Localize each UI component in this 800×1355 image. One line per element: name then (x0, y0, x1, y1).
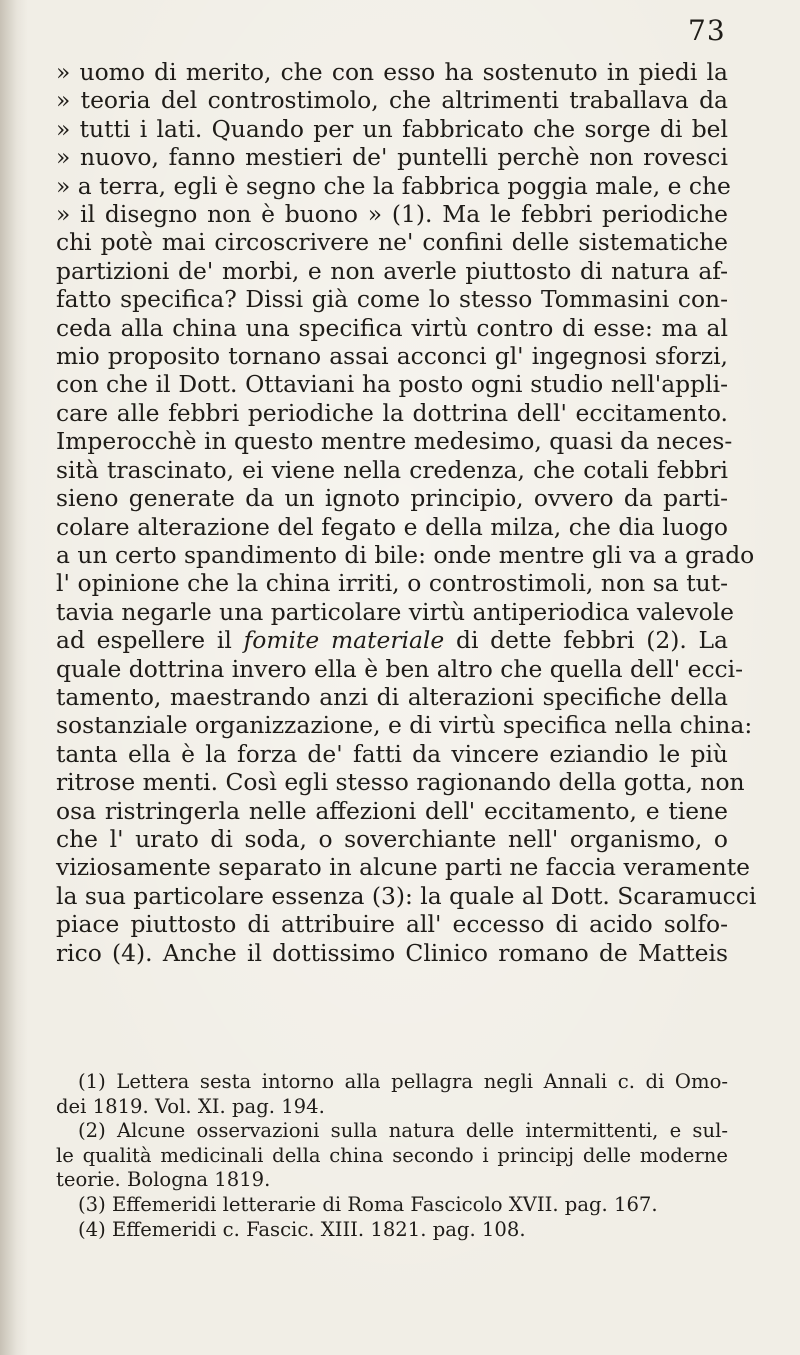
footnote-1: (1) Lettera sesta intorno alla pellagra negli Annali c. di Omo- (78, 1070, 728, 1093)
italic-phrase: fomite materiale (243, 626, 445, 655)
text-line: » a terra, egli è segno che la fabbrica poggia male, e che (56, 171, 731, 200)
page-number: 73 (688, 14, 726, 47)
text-line: la sua particolare essenza (3): la quale al Dott. Scaramucci (56, 881, 757, 910)
text-fragment: di dette febbri (2). La (456, 626, 728, 655)
text-fragment: ad espellere il (56, 626, 232, 655)
text-line: ritrose menti. Così egli stesso ragionando della gotta, non (56, 768, 745, 797)
text-line: con che il Dott. Ottaviani ha posto ogni studio nell'appli- (56, 370, 728, 399)
text-line: care alle febbri periodiche la dottrina dell' eccitamento. (56, 398, 728, 427)
text-line: viziosamente separato in alcune parti ne faccia veramente (56, 853, 750, 882)
text-line: quale dottrina invero ella è ben altro che quella dell' ecci- (56, 654, 744, 683)
text-line: che l' urato di soda, o soverchiante nell' organismo, o (56, 824, 728, 853)
text-line: Imperocchè in questo mentre medesimo, quasi da neces- (56, 427, 733, 456)
text-line: sostanziale organizzazione, e di virtù specifica nella china: (56, 711, 753, 740)
footnotes (56, 1070, 728, 1242)
text-line: sieno generate da un ignoto principio, ovvero da parti- (56, 484, 728, 513)
text-line: tanta ella è la forza de' fatti da vincere eziandio le più (56, 739, 728, 768)
text-line: sità trascinato, ei viene nella credenza, che cotali febbri (56, 455, 728, 484)
text-line: colare alterazione del fegato e della milza, che dia luogo (56, 512, 728, 541)
footnote-2-cont: le qualità medicinali della china secondo i principj delle moderne (56, 1143, 728, 1167)
binding-shadow (0, 0, 28, 1355)
text-line: l' opinione che la china irriti, o controstimoli, non sa tut- (56, 569, 728, 598)
text-line: osa ristringerla nelle affezioni dell' eccitamento, e tiene (56, 796, 728, 825)
text-line: tamento, maestrando anzi di alterazioni specifiche della (56, 682, 728, 711)
text-line: piace piuttosto di attribuire all' eccesso di acido solfo- (56, 910, 728, 939)
text-line: chi potè mai circoscrivere ne' confini delle sistematiche (56, 228, 728, 257)
text-line: » tutti i lati. Quando per un fabbricato che sorge di bel (56, 114, 728, 143)
text-line: » uomo di merito, che con esso ha sostenuto in piedi la (56, 58, 728, 86)
footnote-4: (4) Effemeridi c. Fascic. XIII. 1821. pag. 108. (78, 1217, 526, 1241)
text-line-with-italic (56, 626, 728, 654)
text-line: ceda alla china una specifica virtù contro di esse: ma al (56, 313, 728, 342)
text-line: mio proposito tornano assai acconci gl' ingegnosi sforzi, (56, 342, 728, 371)
text-line: » nuovo, fanno mestieri de' puntelli perchè non rovesci (56, 143, 728, 172)
text-line: » teoria del controstimolo, che altrimenti traballava da (56, 86, 728, 115)
text-line: tavia negarle una particolare virtù antiperiodica valevole (56, 597, 735, 626)
text-line: » il disegno non è buono » (1). Ma le febbri periodiche (56, 200, 728, 229)
footnote-3: (3) Effemeridi letterarie di Roma Fascicolo XVII. pag. 167. (78, 1192, 658, 1216)
footnote-2-cont: teorie. Bologna 1819. (56, 1168, 271, 1192)
text-line: partizioni de' morbi, e non averle piuttosto di natura af- (56, 256, 728, 285)
footnote-1-cont: dei 1819. Vol. XI. pag. 194. (56, 1094, 325, 1118)
text-line: rico (4). Anche il dottissimo Clinico romano de Matteis (56, 938, 728, 967)
footnote-2: (2) Alcune osservazioni sulla natura delle intermittenti, e sul- (78, 1119, 728, 1143)
text-line: fatto specifica? Dissi già come lo stesso Tommasini con- (56, 285, 728, 314)
main-text (56, 58, 757, 967)
text-line: a un certo spandimento di bile: onde mentre gli va a grado (56, 540, 755, 569)
